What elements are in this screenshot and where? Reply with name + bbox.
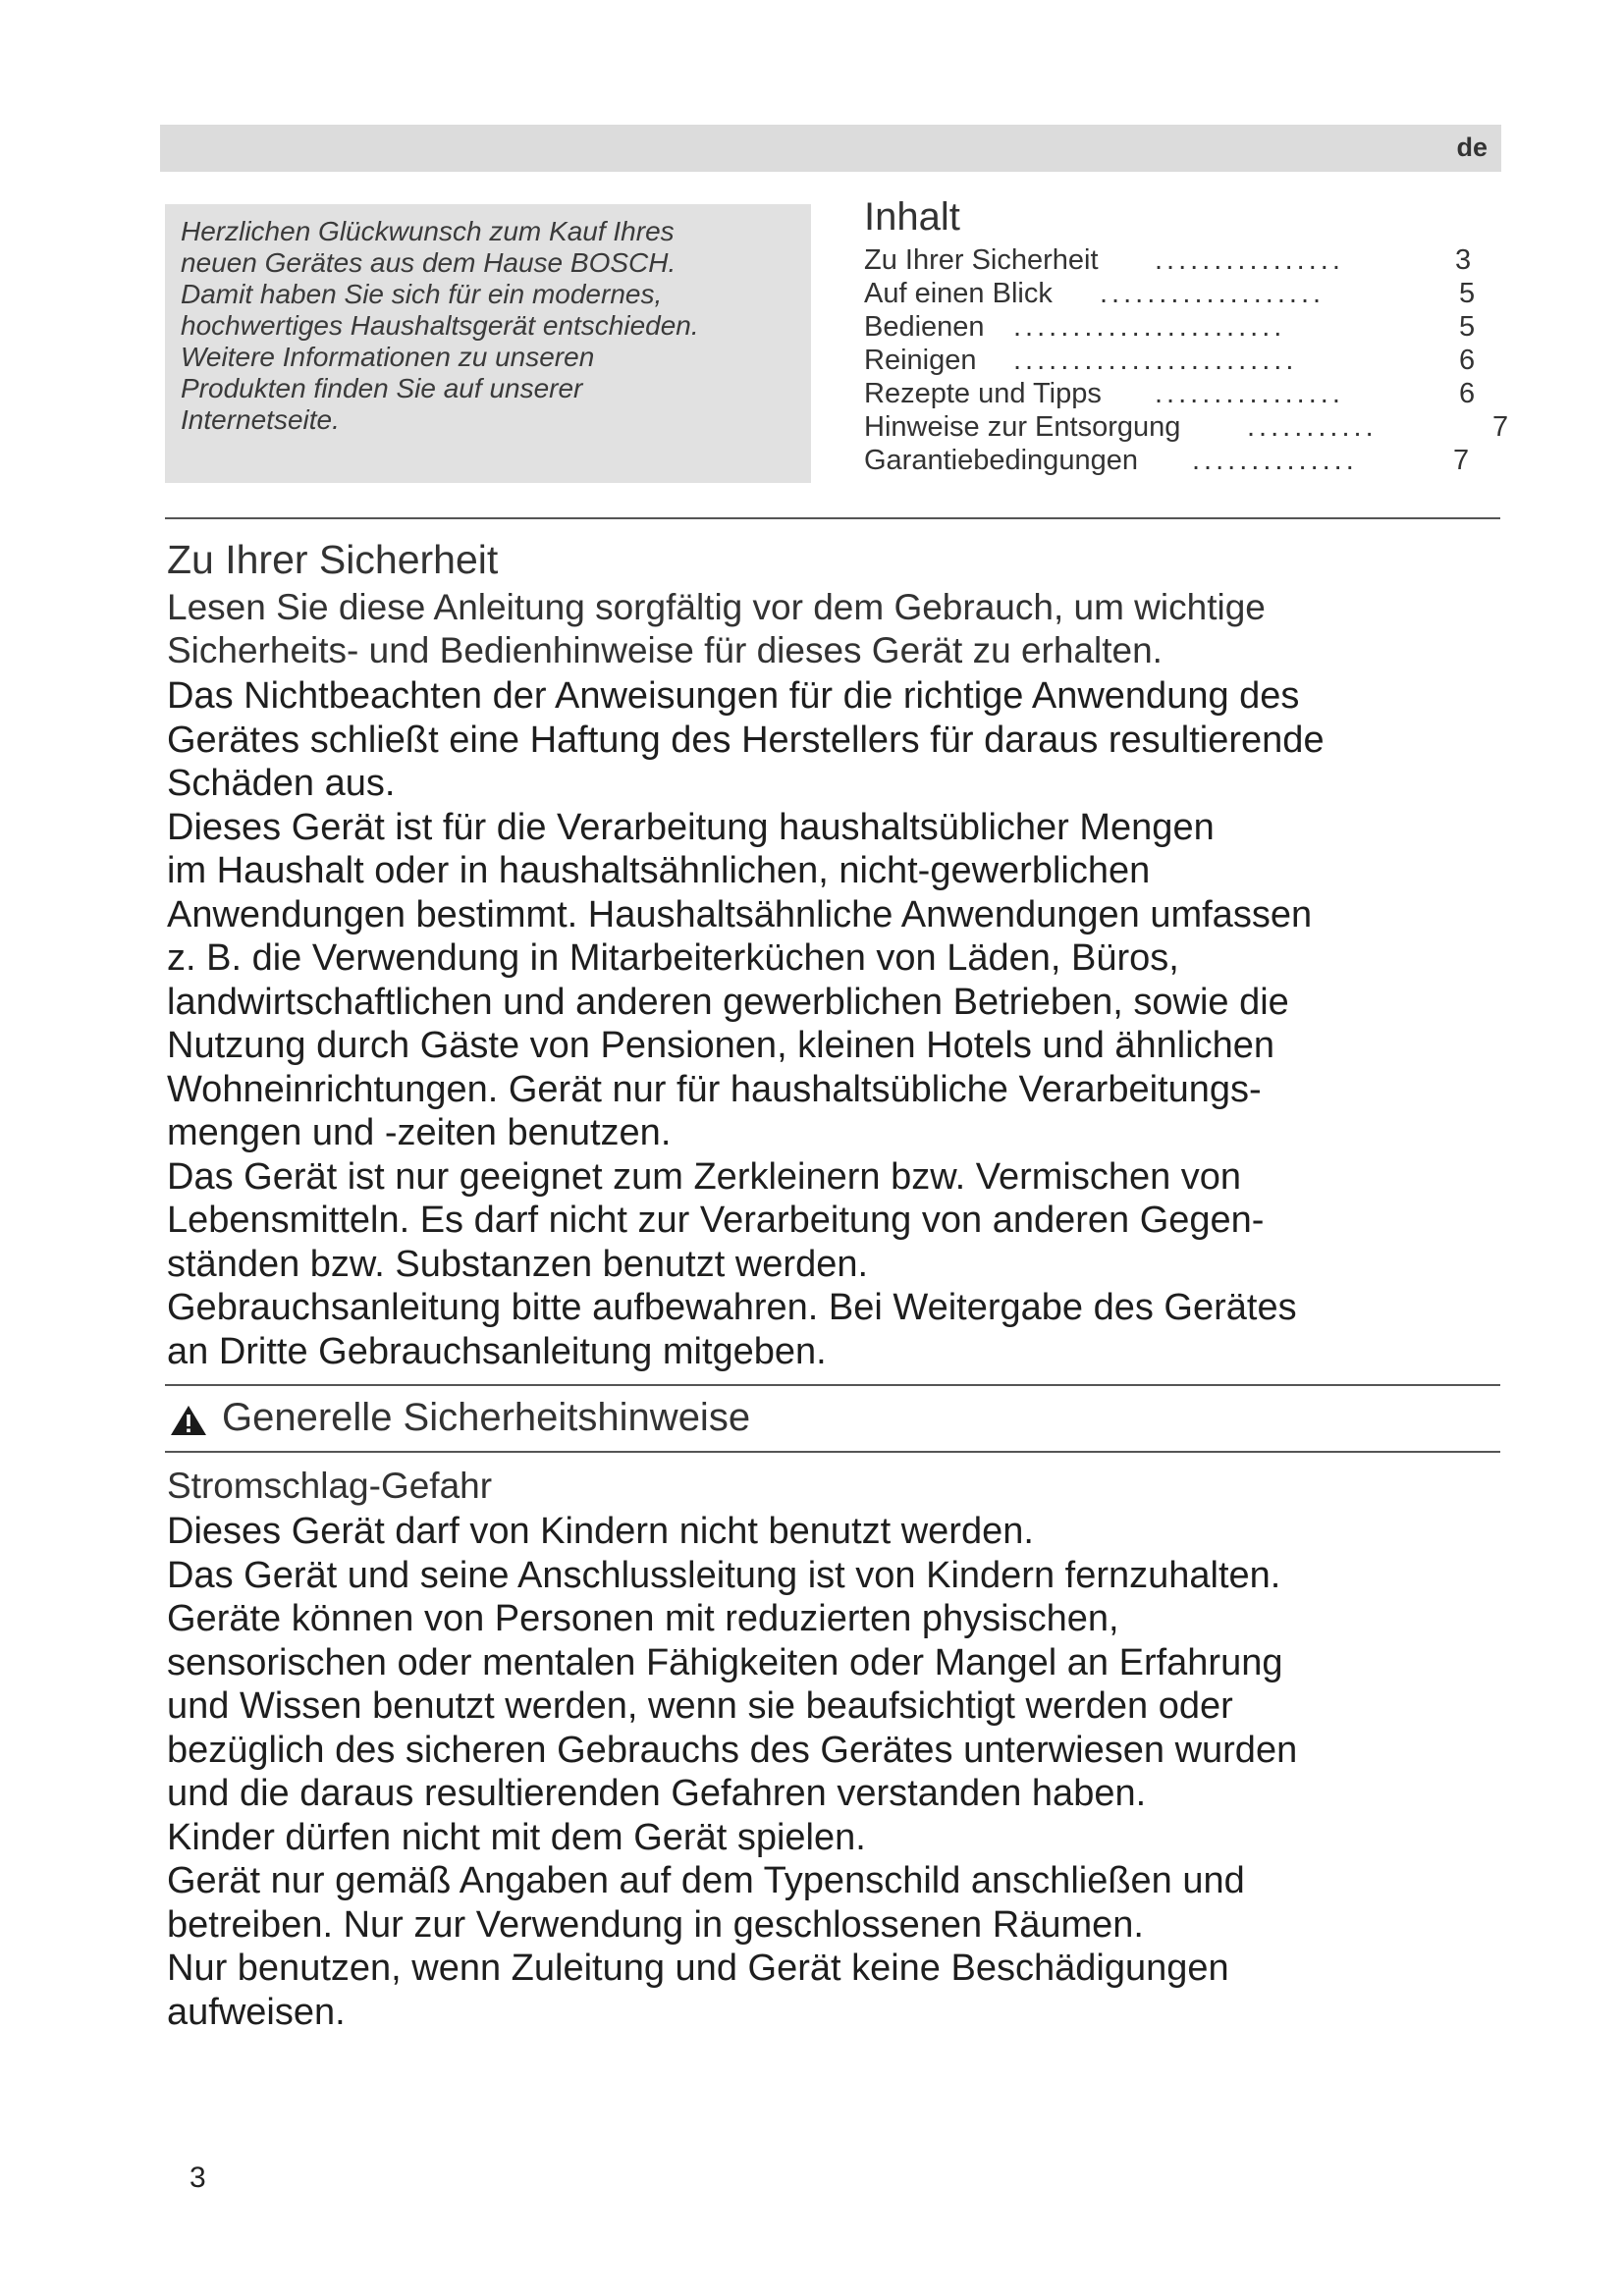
toc-leader-dots: .............. <box>1192 445 1358 476</box>
body-line: Kinder dürfen nicht mit dem Gerät spielen. <box>167 1816 866 1858</box>
toc-entry-label: Zu Ihrer Sicherheit <box>864 244 1099 276</box>
language-header-bar <box>160 125 1501 172</box>
section-divider <box>165 1451 1500 1453</box>
welcome-line: Herzlichen Glückwunsch zum Kauf Ihres <box>181 216 675 246</box>
toc-entry[interactable] <box>864 444 1492 477</box>
body-line: Gerät nur gemäß Angaben auf dem Typenschild anschließen und <box>167 1860 1245 1901</box>
electric-shock-body <box>167 1510 1512 2034</box>
body-line: Gebrauchsanleitung bitte aufbewahren. Bei Weitergabe des Gerätes <box>167 1287 1297 1328</box>
general-safety-header <box>167 1392 1502 1447</box>
section-divider <box>165 1384 1500 1386</box>
toc-entry-label: Auf einen Blick <box>864 278 1053 309</box>
toc-leader-dots: ........... <box>1247 411 1378 443</box>
body-line: Anwendungen bestimmt. Haushaltsähnliche Anwendungen umfassen <box>167 893 1313 935</box>
welcome-line: hochwertiges Haushaltsgerät entschieden. <box>181 310 699 341</box>
toc-entry-page: 5 <box>1459 311 1476 343</box>
safety-section <box>167 537 1512 1373</box>
toc-entry-page: 6 <box>1459 378 1476 409</box>
toc-entry-label: Reinigen <box>864 345 977 376</box>
welcome-message-box <box>165 204 811 483</box>
safety-lead <box>167 586 1512 672</box>
body-line: Das Gerät ist nur geeignet zum Zerkleinern bzw. Vermischen von <box>167 1155 1242 1198</box>
toc-entry-label: Bedienen <box>864 311 985 343</box>
body-line: Lebensmitteln. Es darf nicht zur Verarbeitung von anderen Gegen- <box>167 1200 1265 1241</box>
body-line: z. B. die Verwendung in Mitarbeiterküchen von Läden, Büros, <box>167 937 1179 979</box>
body-line: landwirtschaftlichen und anderen gewerblichen Betrieben, sowie die <box>167 981 1289 1023</box>
body-line: Nur benutzen, wenn Zuleitung und Gerät keine Beschädigungen <box>167 1948 1229 1989</box>
toc-title: Inhalt <box>864 195 960 239</box>
toc-entry-page: 5 <box>1459 278 1476 309</box>
welcome-line: Weitere Informationen zu unseren <box>181 342 595 372</box>
body-line: betreiben. Nur zur Verwendung in geschlossenen Räumen. <box>167 1903 1144 1946</box>
toc-entry-page: 7 <box>1453 445 1470 476</box>
toc-entry-page: 3 <box>1455 244 1472 276</box>
body-line: Geräte können von Personen mit reduzierten physischen, <box>167 1598 1119 1639</box>
toc-entry-page: 7 <box>1492 411 1509 443</box>
toc-entry-page: 6 <box>1459 345 1476 376</box>
body-line: Dieses Gerät ist für die Verarbeitung haushaltsüblicher Mengen <box>167 806 1215 848</box>
welcome-line: Internetseite. <box>181 404 340 435</box>
welcome-line: Produkten finden Sie auf unserer <box>181 373 583 403</box>
body-line: Das Gerät und seine Anschlussleitung ist von Kindern fernzuhalten. <box>167 1554 1281 1596</box>
safety-heading: Zu Ihrer Sicherheit <box>167 537 499 582</box>
body-line: und die daraus resultierenden Gefahren verstanden haben. <box>167 1773 1147 1814</box>
electric-shock-section <box>167 1465 1512 2034</box>
body-line: an Dritte Gebrauchsanleitung mitgeben. <box>167 1330 827 1372</box>
general-safety-heading: Generelle Sicherheitshinweise <box>222 1396 751 1439</box>
toc-entry-label: Hinweise zur Entsorgung <box>864 411 1181 443</box>
lead-line: Lesen Sie diese Anleitung sorgfältig vor dem Gebrauch, um wichtige <box>167 587 1266 627</box>
toc-leader-dots: ................ <box>1155 378 1344 409</box>
body-line: sensorischen oder mentalen Fähigkeiten oder Mangel an Erfahrung <box>167 1641 1283 1683</box>
welcome-line: neuen Gerätes aus dem Hause BOSCH. <box>181 247 677 278</box>
body-line: im Haushalt oder in haushaltsähnlichen, nicht-gewerblichen <box>167 850 1151 891</box>
toc-entry[interactable] <box>864 344 1492 377</box>
toc-leader-dots: ................... <box>1100 278 1326 309</box>
section-divider <box>165 517 1500 519</box>
electric-shock-subheading: Stromschlag-Gefahr <box>167 1466 493 1506</box>
body-line: Nutzung durch Gäste von Pensionen, kleinen Hotels und ähnlichen <box>167 1025 1275 1066</box>
body-line: ständen bzw. Substanzen benutzt werden. <box>167 1243 869 1285</box>
toc-entry-label: Garantiebedingungen <box>864 445 1138 476</box>
welcome-line: Damit haben Sie sich für ein modernes, <box>181 279 663 309</box>
body-line: und Wissen benutzt werden, wenn sie beaufsichtigt werden oder <box>167 1685 1233 1727</box>
body-line: Dieses Gerät darf von Kindern nicht benutzt werden. <box>167 1511 1034 1552</box>
toc-entry[interactable] <box>864 243 1492 277</box>
body-line: Wohneinrichtungen. Gerät nur für haushaltsübliche Verarbeitungs- <box>167 1068 1262 1110</box>
toc-entry[interactable] <box>864 310 1492 344</box>
toc-entry[interactable] <box>864 377 1492 410</box>
safety-body <box>167 674 1512 1373</box>
language-code: de <box>1456 133 1488 162</box>
body-line: Schäden aus. <box>167 763 396 804</box>
toc-entry-label: Rezepte und Tipps <box>864 378 1102 409</box>
table-of-contents <box>864 194 1509 477</box>
toc-leader-dots: ........................ <box>1013 345 1298 376</box>
toc-leader-dots: ....................... <box>1013 311 1286 343</box>
body-line: mengen und -zeiten benutzen. <box>167 1112 672 1153</box>
warning-triangle-icon <box>169 1404 208 1442</box>
body-line: bezüglich des sicheren Gebrauchs des Gerätes unterwiesen wurden <box>167 1729 1298 1771</box>
body-line: aufweisen. <box>167 1991 346 2033</box>
page-number: 3 <box>189 2162 206 2194</box>
toc-entry[interactable] <box>864 277 1492 310</box>
toc-entry[interactable] <box>864 410 1509 444</box>
lead-line: Sicherheits- und Bedienhinweise für dieses Gerät zu erhalten. <box>167 630 1163 670</box>
body-line: Gerätes schließt eine Haftung des Herstellers für daraus resultierende <box>167 719 1325 761</box>
body-line: Das Nichtbeachten der Anweisungen für die richtige Anwendung des <box>167 675 1300 717</box>
toc-leader-dots: ................ <box>1155 244 1344 276</box>
